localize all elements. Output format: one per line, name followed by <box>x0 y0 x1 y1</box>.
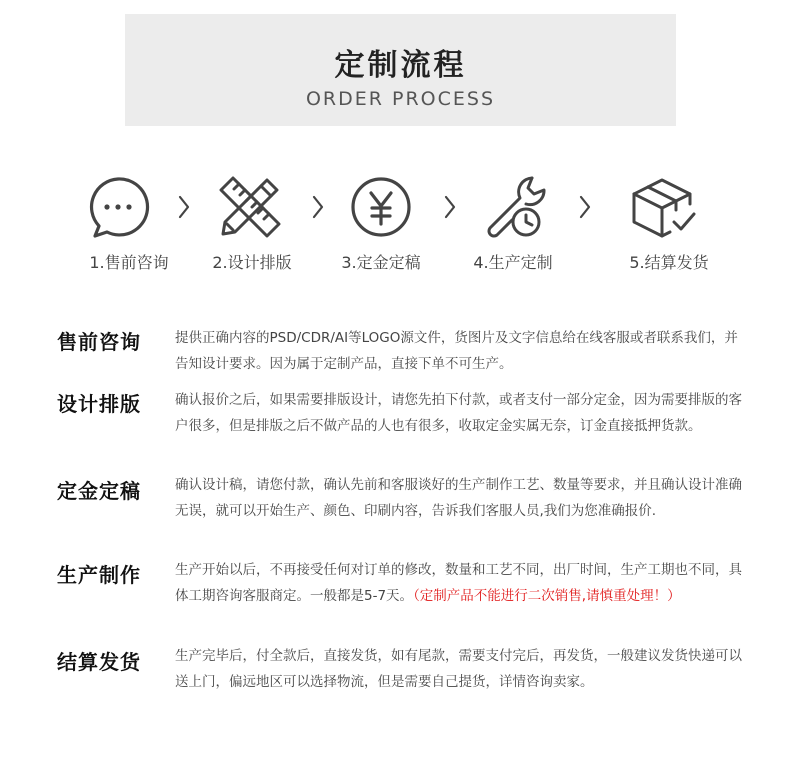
section-title-production: 生产制作 <box>57 563 141 587</box>
step-label-2: 2.设计排版 <box>212 253 292 272</box>
step-label-3: 3.定金定稿 <box>341 253 421 272</box>
header-banner <box>125 14 676 126</box>
section-text: 提供正确内容的PSD/CDR/AI等LOGO源文件，货图片及文字信息给在线客服或者联系我们，并告知设计要求。因为属于定制产品，直接下单不可生产。 <box>175 330 738 372</box>
section-title-settlement: 结算发货 <box>57 650 141 674</box>
chevron-right-icon <box>578 194 592 220</box>
section-title-design: 设计排版 <box>57 392 141 416</box>
page-title: 定制流程 <box>334 48 467 83</box>
process-steps <box>0 170 800 280</box>
warning-note: （定制产品不能进行二次销售,请慎重处理！） <box>413 588 681 604</box>
package-box-icon <box>630 174 696 240</box>
chevron-right-icon <box>443 194 457 220</box>
chat-bubble-icon <box>85 174 151 240</box>
chevron-right-icon <box>177 194 191 220</box>
section-body-presale <box>175 325 745 377</box>
ruler-pencil-icon <box>217 174 283 240</box>
section-title-deposit: 定金定稿 <box>57 479 141 503</box>
wrench-clock-icon <box>482 174 548 240</box>
section-body-design <box>175 387 745 439</box>
step-label-1: 1.售前咨询 <box>89 253 169 272</box>
section-text: 生产完毕后，付全款后，直接发货，如有尾款，需要支付完后，再发货，一般建议发货快递可以送上门，偏远地区可以选择物流，但是需要自己提货，详情咨询卖家。 <box>175 648 742 690</box>
section-body-deposit <box>175 472 745 524</box>
section-body-production <box>175 557 745 609</box>
section-text: 确认报价之后，如果需要排版设计，请您先拍下付款，或者支付一部分定金，因为需要排版的客户很多，但是排版之后不做产品的人也有很多，收取定金实属无奈，订金直接抵押货款。 <box>175 392 742 434</box>
page-subtitle: ORDER PROCESS <box>305 88 496 110</box>
step-label-4: 4.生产定制 <box>473 253 553 272</box>
section-text: 确认设计稿，请您付款，确认先前和客服谈好的生产制作工艺、数量等要求，并且确认设计准确无误，就可以开始生产、颜色、印刷内容，告诉我们客服人员,我们为您准确报价. <box>175 477 742 519</box>
yen-coin-icon <box>348 174 414 240</box>
section-text: 生产开始以后，不再接受任何对订单的修改，数量和工艺不同，出厂时间，生产工期也不同，具体工期咨询客服商定。一般都是5-7天。 <box>175 562 742 604</box>
section-title-presale: 售前咨询 <box>57 330 141 354</box>
chevron-right-icon <box>311 194 325 220</box>
step-label-5: 5.结算发货 <box>629 253 709 272</box>
section-body-settlement <box>175 643 745 695</box>
